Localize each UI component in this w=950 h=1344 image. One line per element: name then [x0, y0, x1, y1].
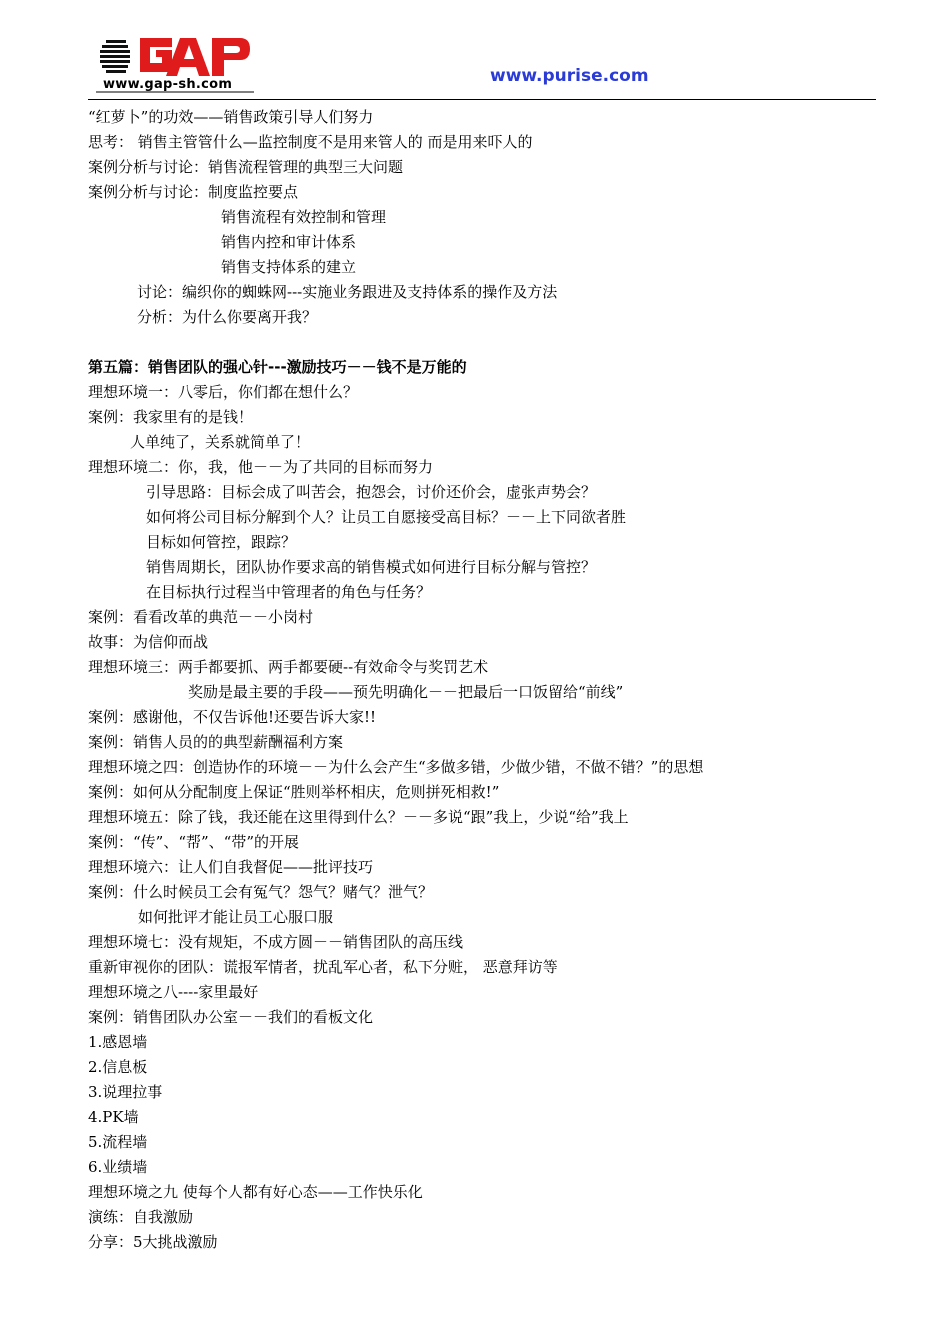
text-line: 目标如何管控，跟踪？: [146, 533, 297, 551]
list-item: 5.流程墙: [88, 1133, 148, 1151]
text-line: 案例：销售人员的的典型薪酬福利方案: [88, 733, 344, 751]
text-line: 理想环境三：两手都要抓、两手都要硬--有效命令与奖罚艺术: [88, 658, 489, 676]
text-line: 讨论：编织你的蜘蛛网---实施业务跟进及支持体系的操作及方法: [137, 283, 558, 301]
text-line: 理想环境之八----家里最好: [88, 983, 259, 1001]
text-line: 案例：如何从分配制度上保证“胜则举杯相庆，危则拼死相救!”: [88, 783, 500, 801]
site-url-link[interactable]: www.purise.com: [490, 66, 649, 86]
text-line: 理想环境一：八零后，你们都在想什么？: [88, 383, 359, 401]
text-line: 销售内控和审计体系: [221, 233, 357, 251]
text-line: 如何批评才能让员工心服口服: [138, 908, 334, 926]
text-line: 重新审视你的团队：谎报军情者，扰乱军心者，私下分赃， 恶意拜访等: [88, 958, 558, 976]
text-line: 案例分析与讨论：制度监控要点: [88, 183, 299, 201]
text-line: 案例：感谢他，不仅告诉他!还要告诉大家!!: [88, 708, 377, 726]
text-line: 理想环境二：你，我，他－－为了共同的目标而努力: [88, 458, 434, 476]
text-line: 奖励是最主要的手段——预先明确化－－把最后一口饭留给“前线”: [188, 683, 624, 701]
text-line: 案例：“传”、“帮”、“带”的开展: [88, 833, 300, 851]
text-line: “红萝卜”的功效——销售政策引导人们努力: [88, 108, 374, 126]
blank-line: [88, 330, 888, 355]
text-line: 人单纯了，关系就简单了！: [130, 433, 311, 451]
list-item: 4.PK墙: [88, 1108, 139, 1126]
logo-url-text: www.gap-sh.com: [103, 77, 233, 92]
document-body: [88, 105, 888, 1255]
text-line: 案例：什么时候员工会有冤气？怨气？赌气？泄气？: [88, 883, 434, 901]
section-heading: 第五篇：销售团队的强心针---激励技巧－－钱不是万能的: [88, 358, 467, 376]
text-line: 案例：我家里有的是钱！: [88, 408, 254, 426]
list-item: 1.感恩墙: [88, 1033, 148, 1051]
text-line: 销售流程有效控制和管理: [221, 208, 387, 226]
text-line: 在目标执行过程当中管理者的角色与任务？: [146, 583, 432, 601]
header-divider: [88, 99, 876, 100]
list-item: 6.业绩墙: [88, 1158, 148, 1176]
text-line: 案例分析与讨论：销售流程管理的典型三大问题: [88, 158, 404, 176]
text-line: 理想环境之九 使每个人都有好心态——工作快乐化: [88, 1183, 423, 1201]
text-line: 演练：自我激励: [88, 1208, 194, 1226]
text-line: 思考： 销售主管管什么—监控制度不是用来管人的 而是用来吓人的: [88, 133, 533, 151]
text-line: 案例：看看改革的典范－－小岗村: [88, 608, 314, 626]
text-line: 理想环境五：除了钱，我还能在这里得到什么？－－多说“跟”我上，少说“给”我上: [88, 808, 629, 826]
text-line: 分享：5大挑战激励: [88, 1233, 218, 1251]
text-line: 如何将公司目标分解到个人？让员工自愿接受高目标？－－上下同欲者胜: [146, 508, 627, 526]
text-line: 理想环境六：让人们自我督促——批评技巧: [88, 858, 374, 876]
text-line: 引导思路：目标会成了叫苦会，抱怨会，讨价还价会，虚张声势会？: [146, 483, 597, 501]
text-line: 销售支持体系的建立: [221, 258, 357, 276]
text-line: 案例：销售团队办公室－－我们的看板文化: [88, 1008, 374, 1026]
list-item: 2.信息板: [88, 1058, 148, 1076]
list-item: 3.说理拉事: [88, 1083, 163, 1101]
text-line: 销售周期长，团队协作要求高的销售模式如何进行目标分解与管控？: [146, 558, 597, 576]
text-line: 故事：为信仰而战: [88, 633, 209, 651]
text-line: 分析：为什么你要离开我？: [137, 308, 318, 326]
page-header: [0, 0, 950, 102]
text-line: 理想环境之四：创造协作的环境－－为什么会产生“多做多错，少做少错，不做不错？”的思想: [88, 758, 704, 776]
text-line: 理想环境七：没有规矩，不成方圆－－销售团队的高压线: [88, 933, 464, 951]
